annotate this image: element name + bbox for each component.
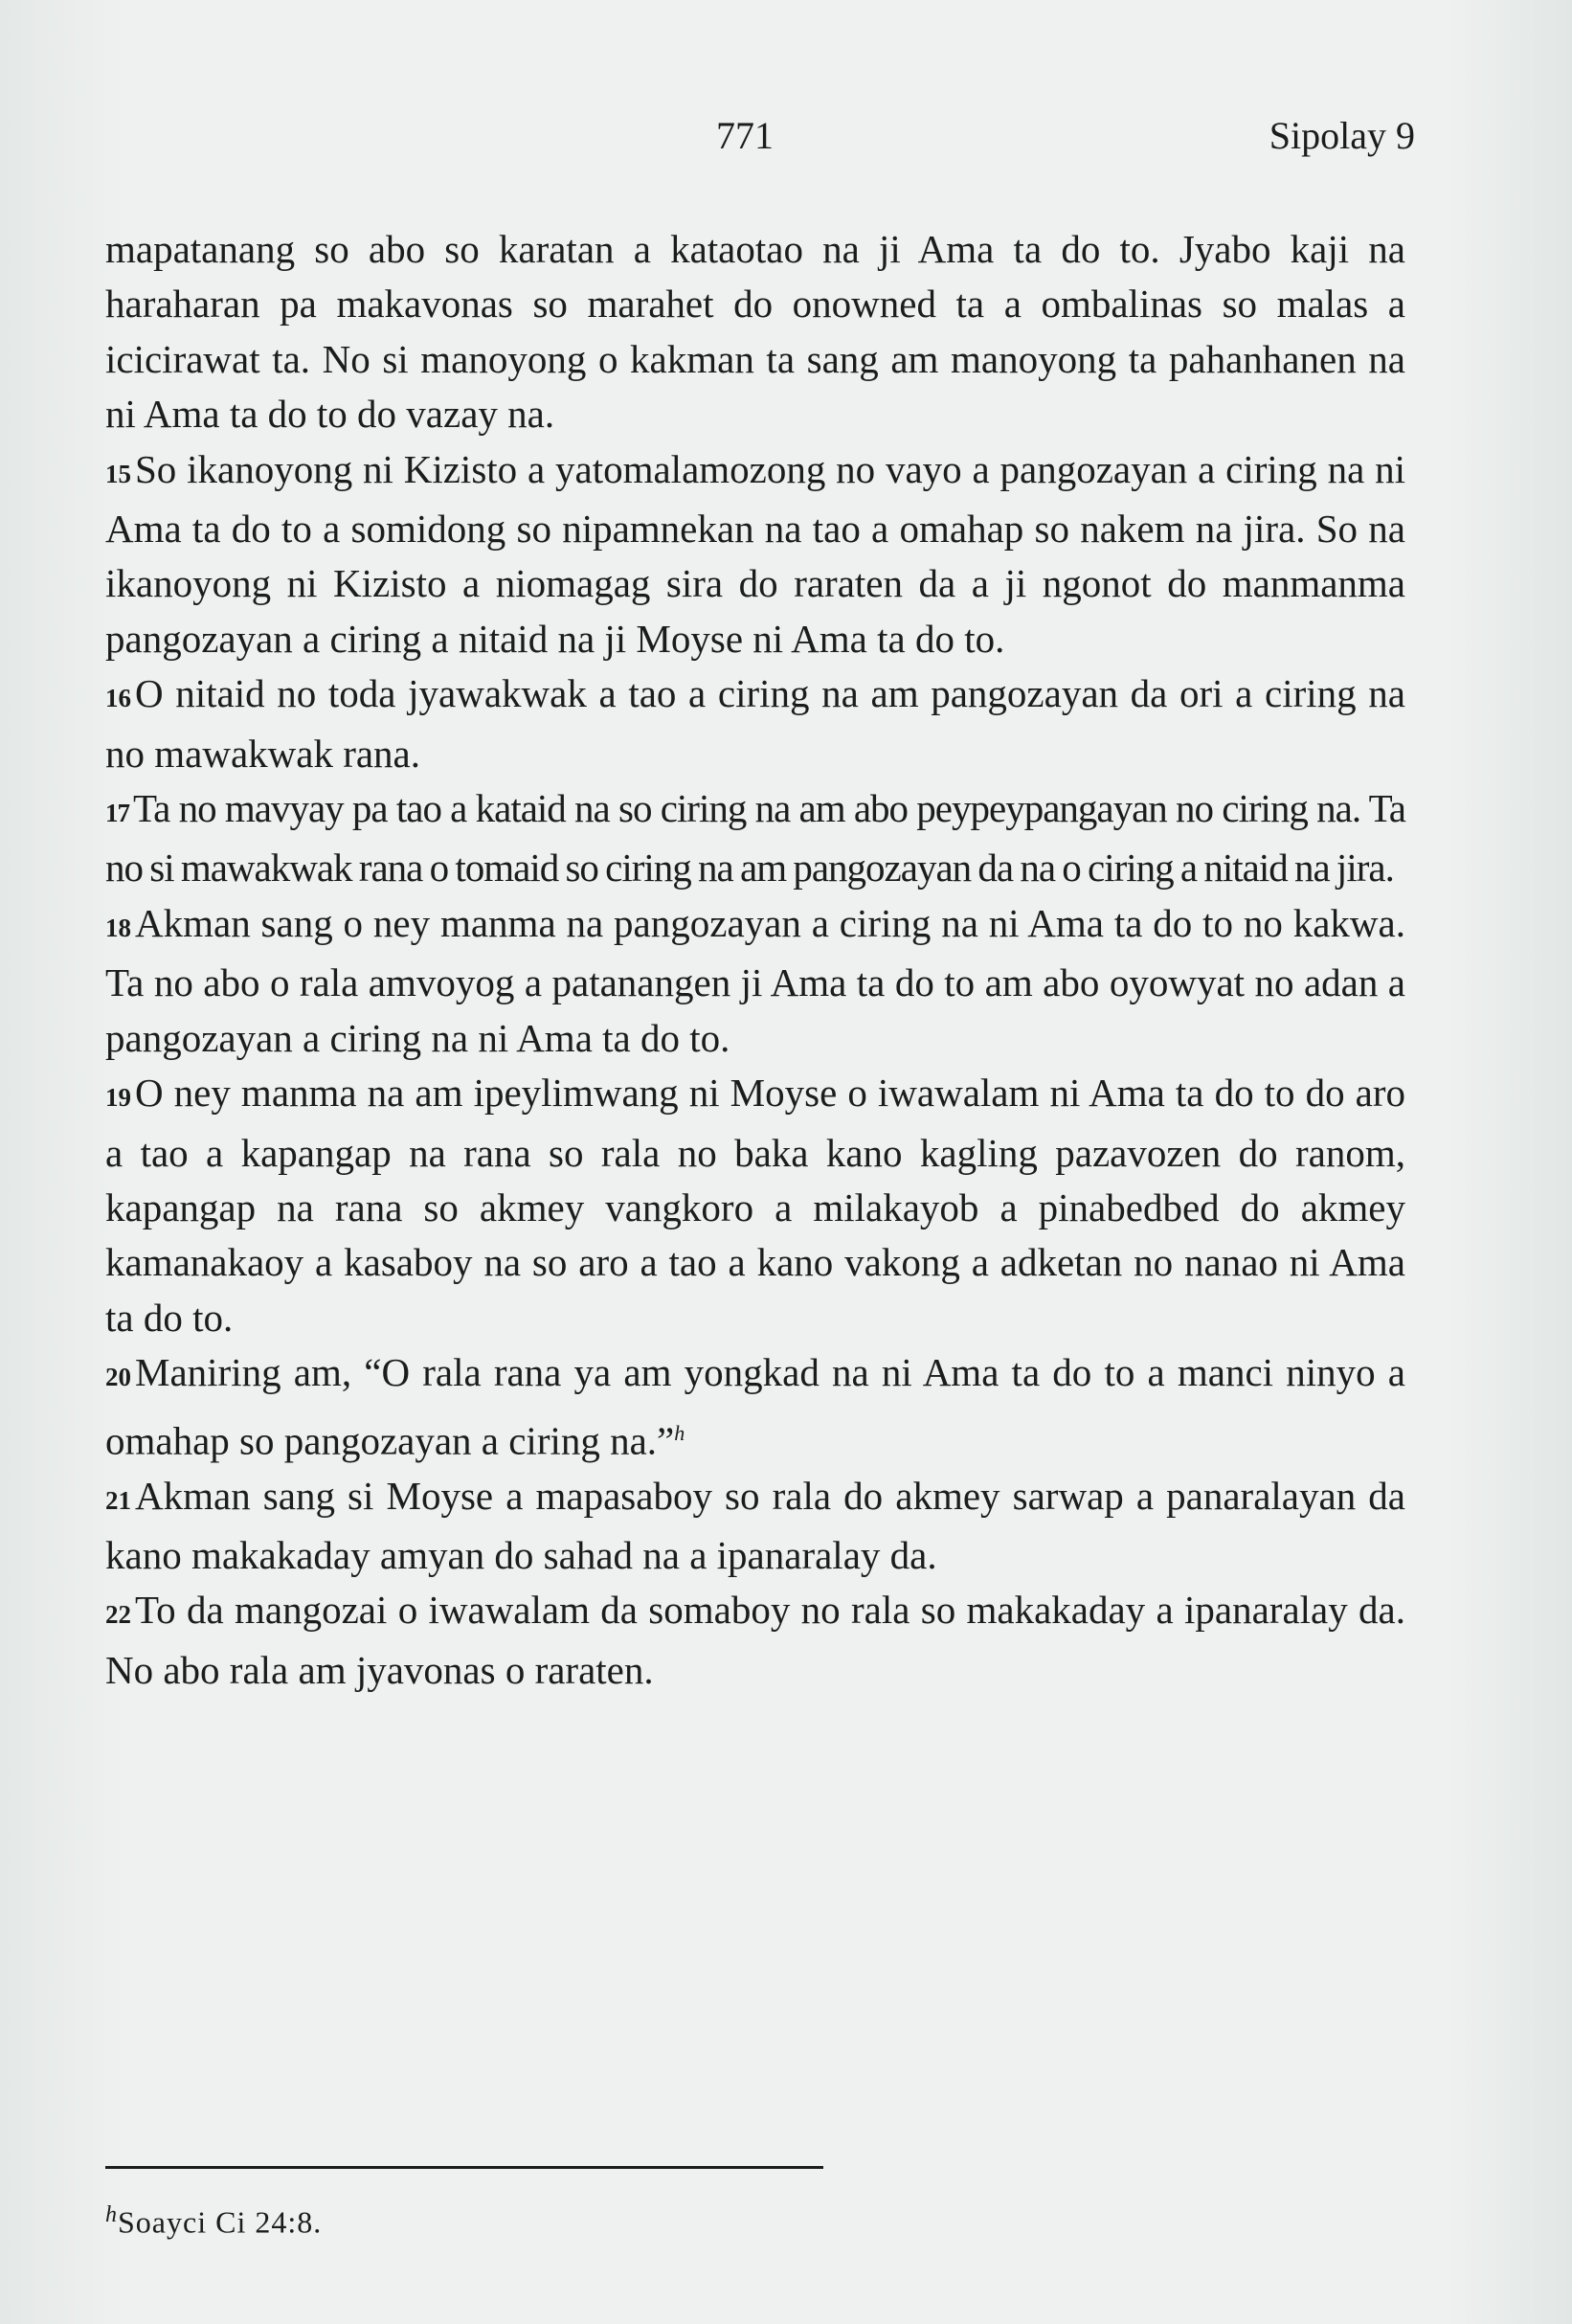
verse-15 — [105, 442, 1405, 667]
footnote-mark: h — [105, 2202, 118, 2227]
footnote — [105, 2202, 322, 2241]
verse-text: mapatanang so abo so karatan a kataotao na ji Ama ta do to. Jyabo kaji na haraharan pa makavonas so marahet do onowned ta a ombalinas so malas a icicirawat ta. No si manoyong o kakman ta sang am manoyong ta pahanhanen na ni Ama ta do to do vazay na. — [105, 227, 1405, 437]
verse-19 — [105, 1066, 1405, 1345]
verse-17 — [105, 781, 1405, 896]
footnote-divider — [105, 2166, 823, 2169]
verse-text: So ikanoyong ni Kizisto a yatomalamozong no vayo a pangozayan a ciring na ni Ama ta do to a somidong so nipamnekan na tao a omahap so nakem na jira. So na ikanoyong ni Kizisto a niomagag sira do raraten da a ji ngonot do manmanma pangozayan a ciring a nitaid na ji Moyse ni Ama ta do to. — [105, 446, 1405, 661]
verse-16 — [105, 666, 1405, 781]
paragraph-continuation — [105, 222, 1405, 442]
page-header — [103, 113, 1415, 170]
verse-number: 15 — [105, 459, 131, 488]
verse-number: 17 — [105, 799, 129, 828]
verse-text: O ney manma na am ipeylimwang ni Moyse o iwawalam ni Ama ta do to do aro a tao a kapangap na rana so rala no baka kano kagling pazavozen do ranom, kapangap na rana so akmey vangkoro a milakayob a pinabedbed do akmey kamanakaoy a kasaboy na so aro a tao a kano vakong a adketan no nanao ni Ama ta do to. — [105, 1071, 1405, 1340]
verse-18 — [105, 896, 1405, 1066]
verse-text: Akman sang si Moyse a mapasaboy so rala do akmey sarwap a panaralayan da kano makakaday amyan do sahad na a ipanaralay da. — [105, 1473, 1405, 1577]
verse-22 — [105, 1583, 1405, 1698]
verse-number: 22 — [105, 1600, 131, 1630]
page-number: 771 — [716, 114, 774, 157]
footnote-text: Soayci Ci 24:8. — [118, 2204, 323, 2240]
verse-text: Akman sang o ney manma na pangozayan a ciring na ni Ama ta do to no kakwa. Ta no abo o rala amvoyog a patanangen ji Ama ta do to am abo oyowyat no adan a pangozayan a ciring na ni Ama ta do to. — [105, 900, 1405, 1060]
verse-number: 16 — [105, 684, 131, 713]
verse-text: Ta no mavyay pa tao a kataid na so ciring na am abo peypeypangayan no ciring na. Ta no si mawakwak rana o tomaid so ciring na am pangozayan da na o ciring a nitaid na jira. — [105, 786, 1405, 891]
footnote-reference[interactable]: h — [674, 1420, 685, 1445]
running-head: Sipolay 9 — [1269, 114, 1415, 157]
verse-text: To da mangozai o iwawalam da somaboy no rala so makakaday a ipanaralay da. No abo rala am jyavonas o raraten. — [105, 1588, 1405, 1692]
verse-text: O nitaid no toda jyawakwak a tao a ciring na am pangozayan da ori a ciring na no mawakwak rana. — [105, 671, 1405, 776]
verse-number: 19 — [105, 1083, 131, 1113]
body-text — [105, 222, 1405, 1698]
verse-number: 18 — [105, 913, 131, 942]
verse-21 — [105, 1469, 1405, 1584]
verse-20 — [105, 1345, 1405, 1468]
verse-text: Maniring am, “O rala rana ya am yongkad na ni Ama ta do to a manci ninyo a omahap so pangozayan a ciring na.” — [105, 1350, 1405, 1463]
verse-number: 21 — [105, 1485, 131, 1515]
verse-number: 20 — [105, 1363, 131, 1392]
